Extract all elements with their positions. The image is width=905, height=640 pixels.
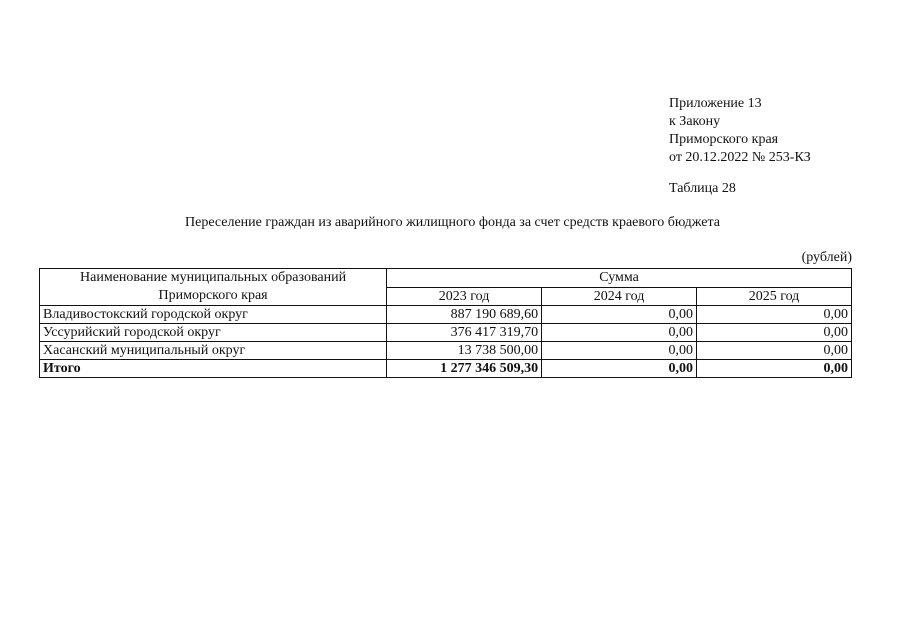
amount-2025: 0,00 <box>697 342 852 360</box>
amount-2023: 887 190 689,60 <box>387 306 542 324</box>
amount-2025: 0,00 <box>697 306 852 324</box>
amount-2024: 0,00 <box>542 324 697 342</box>
funding-table <box>39 268 852 378</box>
total-2023: 1 277 346 509,30 <box>387 360 542 378</box>
header-sum: Сумма <box>387 269 852 288</box>
table-header-row <box>40 269 852 288</box>
header-municipality-line: Приморского края <box>158 288 268 303</box>
header-year: 2023 год <box>387 287 542 306</box>
total-2024: 0,00 <box>542 360 697 378</box>
appendix-line: Приложение 13 <box>669 96 762 111</box>
amount-2024: 0,00 <box>542 306 697 324</box>
municipality-name: Владивостокский городской округ <box>40 306 387 324</box>
header-year: 2025 год <box>697 287 852 306</box>
amount-2023: 13 738 500,00 <box>387 342 542 360</box>
appendix-line: к Закону <box>669 114 721 129</box>
table-number: Таблица 28 <box>669 181 736 196</box>
total-2025: 0,00 <box>697 360 852 378</box>
table-row <box>40 342 852 360</box>
table-total-row <box>40 360 852 378</box>
appendix-line: Приморского края <box>669 132 779 147</box>
units-label: (рублей) <box>801 250 852 265</box>
document-title: Переселение граждан из аварийного жилищного фонда за счет средств краевого бюджета <box>185 215 720 230</box>
table-row <box>40 306 852 324</box>
appendix-line: от 20.12.2022 № 253-КЗ <box>669 150 811 165</box>
total-label: Итого <box>40 360 387 378</box>
appendix-block <box>669 95 811 167</box>
municipality-name: Уссурийский городской округ <box>40 324 387 342</box>
table-row <box>40 324 852 342</box>
municipality-name: Хасанский муниципальный округ <box>40 342 387 360</box>
header-municipality-line: Наименование муниципальных образований <box>80 270 347 285</box>
amount-2023: 376 417 319,70 <box>387 324 542 342</box>
header-municipality <box>40 269 387 306</box>
amount-2025: 0,00 <box>697 324 852 342</box>
header-year: 2024 год <box>542 287 697 306</box>
amount-2024: 0,00 <box>542 342 697 360</box>
